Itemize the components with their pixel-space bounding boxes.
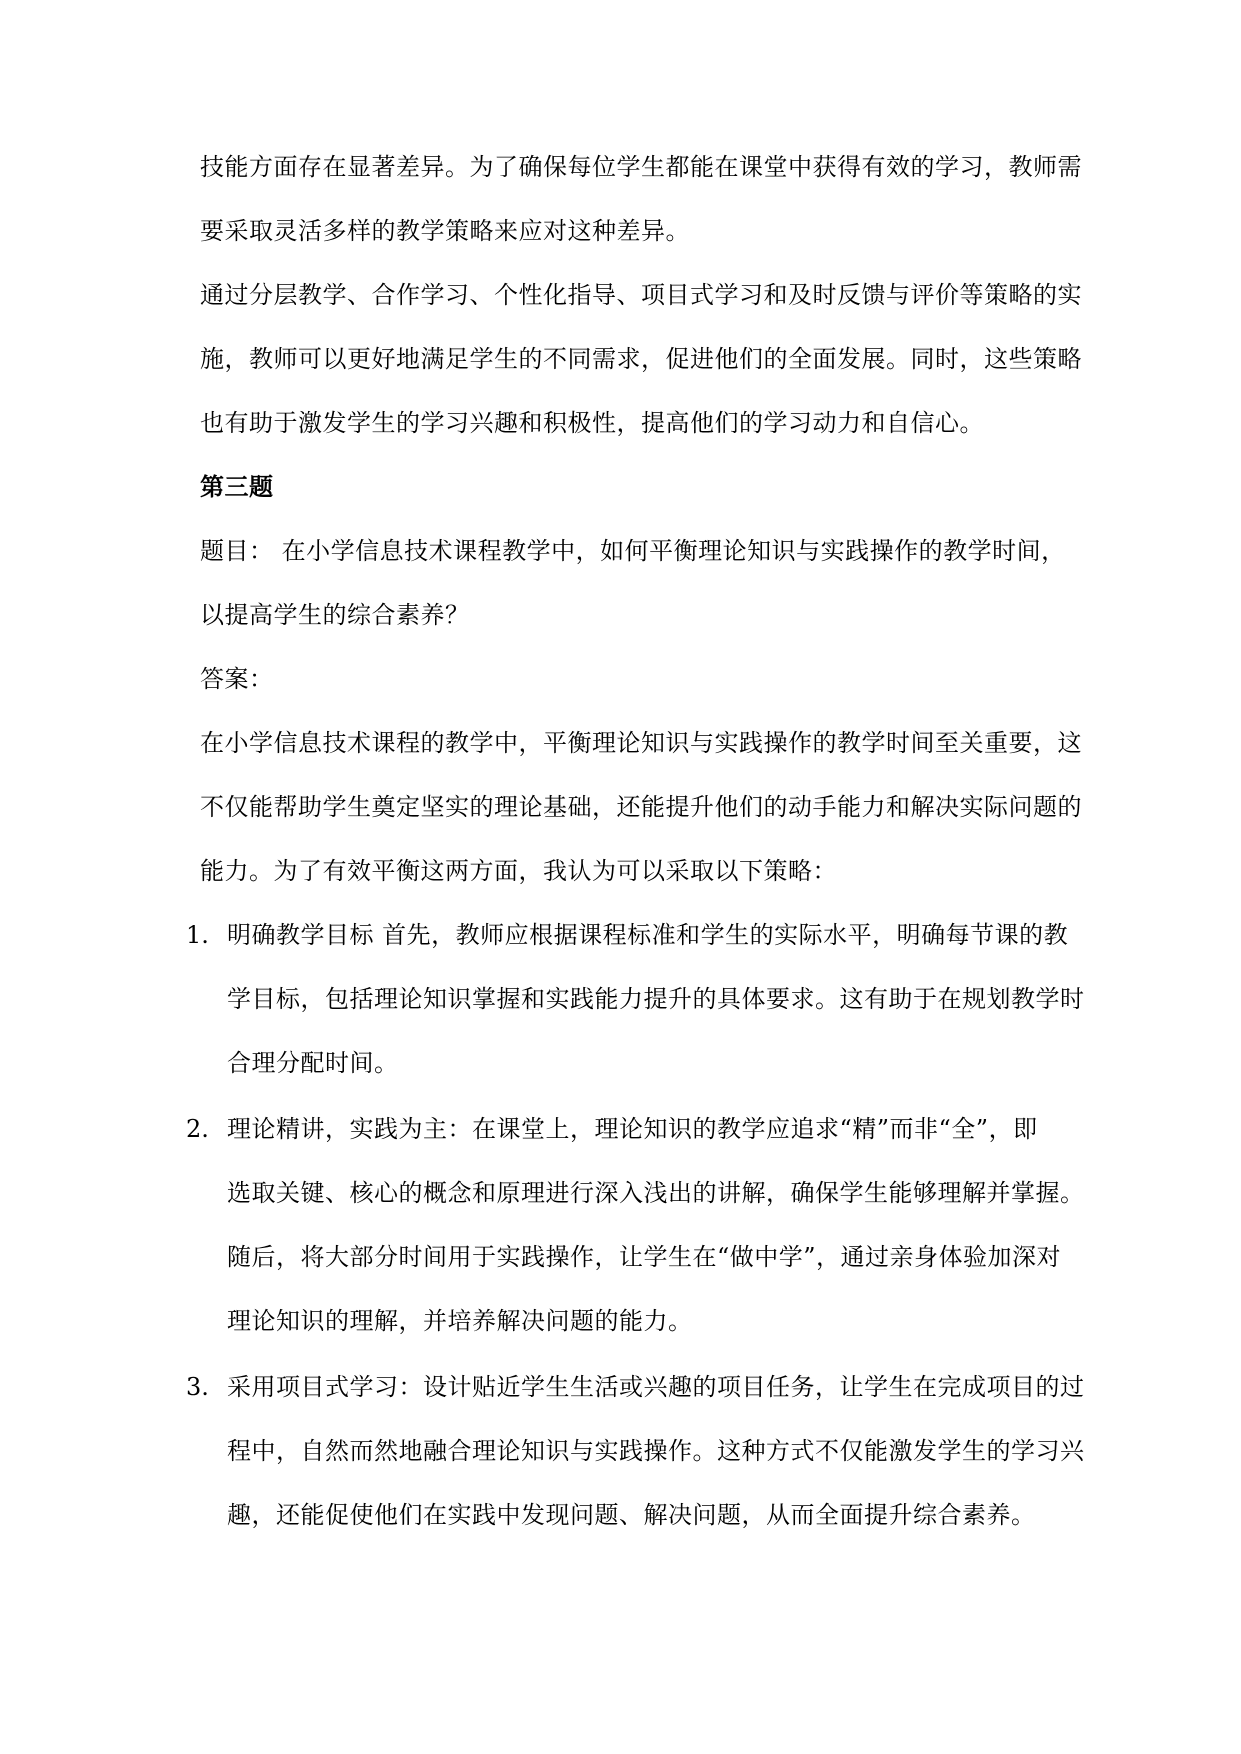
list-number: 1.	[186, 921, 209, 949]
answer-line: 能力。为了有效平衡这两方面，我认为可以采取以下策略：	[200, 857, 837, 885]
paragraph-line: 技能方面存在显著差异。为了确保每位学生都能在课堂中获得有效的学习，教师需	[200, 153, 1082, 181]
answer-label: 答案：	[200, 665, 274, 693]
list-item-line: 程中，自然而然地融合理论知识与实践操作。这种方式不仅能激发学生的学习兴	[227, 1437, 1085, 1465]
question-line: 题目： 在小学信息技术课程教学中，如何平衡理论知识与实践操作的教学时间，	[200, 537, 1066, 565]
paragraph-line: 施，教师可以更好地满足学生的不同需求，促进他们的全面发展。同时，这些策略	[200, 345, 1082, 373]
list-number: 2.	[186, 1115, 209, 1143]
paragraph-line: 也有助于激发学生的学习兴趣和积极性，提高他们的学习动力和自信心。	[200, 409, 984, 437]
section-heading: 第三题	[200, 472, 274, 501]
list-item-line: 采用项目式学习：设计贴近学生生活或兴趣的项目任务，让学生在完成项目的过	[227, 1373, 1085, 1401]
paragraph-line: 要采取灵活多样的教学策略来应对这种差异。	[200, 217, 690, 245]
answer-line: 不仅能帮助学生奠定坚实的理论基础，还能提升他们的动手能力和解决实际问题的	[200, 793, 1082, 821]
question-line: 以提高学生的综合素养？	[200, 601, 470, 629]
list-item-line: 合理分配时间。	[227, 1049, 399, 1077]
list-item-line: 理论精讲，实践为主：在课堂上，理论知识的教学应追求“精”而非“全”，即	[227, 1115, 1038, 1143]
list-item-line: 趣，还能促使他们在实践中发现问题、解决问题，从而全面提升综合素养。	[227, 1501, 1036, 1529]
answer-line: 在小学信息技术课程的教学中，平衡理论知识与实践操作的教学时间至关重要，这	[200, 729, 1082, 757]
list-number: 3.	[186, 1373, 209, 1401]
list-item-line: 理论知识的理解，并培养解决问题的能力。	[227, 1307, 693, 1335]
list-item-line: 明确教学目标 首先，教师应根据课程标准和学生的实际水平，明确每节课的教	[227, 921, 1069, 949]
list-item-line: 随后，将大部分时间用于实践操作，让学生在“做中学”，通过亲身体验加深对	[227, 1243, 1062, 1271]
list-item-line: 学目标，包括理论知识掌握和实践能力提升的具体要求。这有助于在规划教学时	[227, 985, 1085, 1013]
list-item-line: 选取关键、核心的概念和原理进行深入浅出的讲解，确保学生能够理解并掌握。	[227, 1179, 1085, 1207]
paragraph-line: 通过分层教学、合作学习、个性化指导、项目式学习和及时反馈与评价等策略的实	[200, 281, 1082, 309]
